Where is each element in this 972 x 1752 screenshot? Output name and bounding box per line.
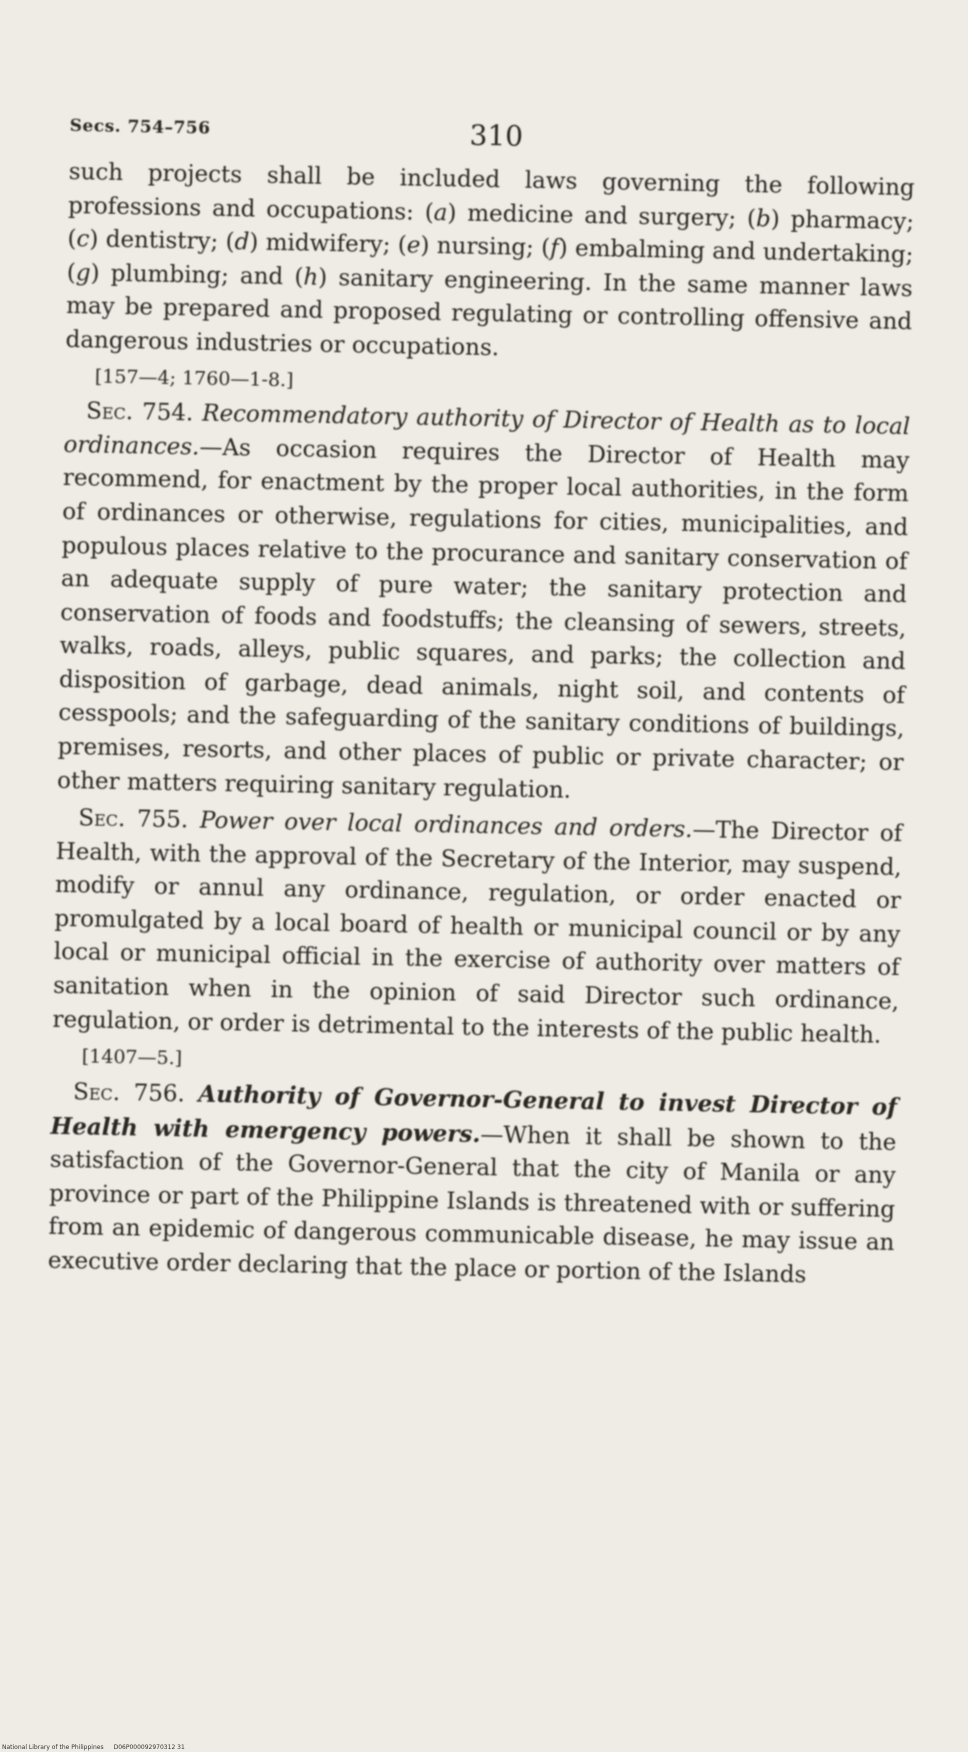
scan-code: D06P000092970312 31 [113, 1744, 185, 1751]
section-body: —The Director of Health, with the approval of the Secretary of the Interior, may suspend, modify or annul any ordinance, regulation, or order enacted or promulgated by a local board of health or municipal council or by any local or municipal official in the exercise of authority over matters of sanitation when in the opinion of said Director such ordinance, regulation, or order is detrimental to the interests of the public health. [52, 817, 903, 1049]
page-text [48, 110, 916, 1294]
intro-citation: [157—4; 1760—1-8.] [94, 365, 294, 392]
section-range: Secs. 754–756 [69, 115, 211, 139]
section-body: —As occasion requires the Director of Health may recommend, for enactment by the proper local authorities, in the form of ordinances or otherwise, regulations for cities, municipalities, and populous places relative to the procurance and sanitary conservation of an adequate supply of pure water; the sanitary protection and conservation of foods and foodstuffs; the cleansing of sewers, streets, walks, roads, alleys, public squares, and parks; the collection and disposition of garbage, dead animals, night soil, and contents of cesspools; and the safeguarding of the sanitary conditions of buildings, premises, resorts, and other places of public or private character; or other matters requiring sanitary regulation. [56, 434, 910, 804]
intro-paragraph: such projects shall be included laws governing the following professions and occupations: (a) medicine and surgery; (b) pharmacy; (c) dentistry; (d) midwifery; (e) nursing; (f) embalming and undertaking; (g) plumbing; and (h) sanitary engineering. In the same manner laws may be prepared and proposed regulating or controlling offensive and dangerous industries or occupations. [65, 158, 915, 362]
section-756 [48, 1075, 898, 1295]
page-number: 310 [469, 118, 524, 153]
section-754 [57, 395, 911, 814]
section-755 [52, 802, 902, 1053]
section-755-citation: [1407—5.] [81, 1045, 183, 1070]
section-label: Sec. 756. [72, 1079, 186, 1108]
section-label: Sec. 754. [85, 398, 194, 427]
scan-footer [2, 1744, 185, 1751]
section-heading: Power over local ordinances and orders. [199, 807, 693, 844]
section-body: —When it shall be shown to the satisfaction of the Governor-General that the city of Manila or any province or part of the Philippine Islands is threatened with or suffering from an epidemic of dangerous communicable disease, he may issue an executive order declaring that the place or portion of the Islands [47, 1121, 897, 1289]
section-heading: Authority of Governor-General to invest Director of Health with emergency powers. [50, 1080, 898, 1148]
section-label: Sec. 755. [78, 805, 189, 834]
section-heading: Recommendatory authority of Director of Health as to local ordinances. [63, 400, 911, 461]
library-credit: National Library of the Philippines [2, 1744, 104, 1751]
